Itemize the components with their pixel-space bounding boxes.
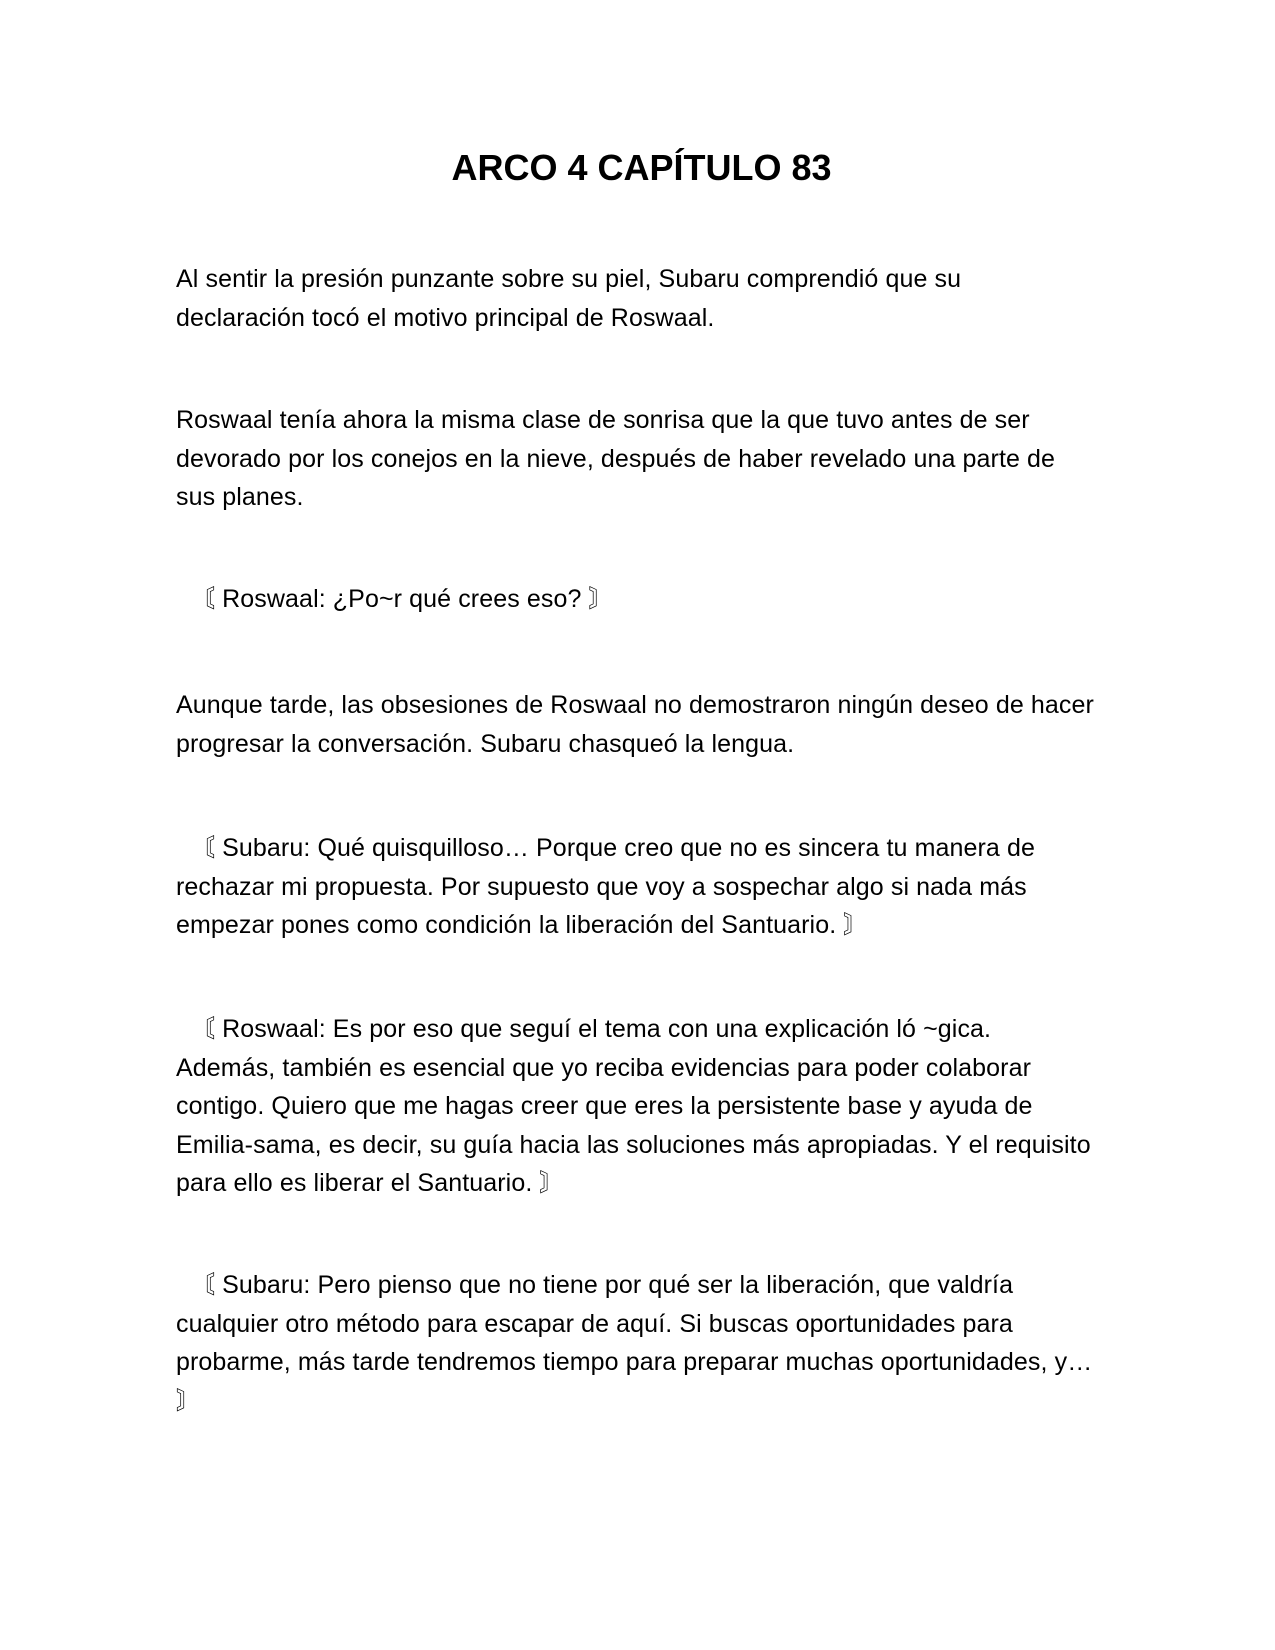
paragraph-narration-1: Al sentir la presión punzante sobre su piel, Subaru comprendió que su declaración tocó el motivo principal de Roswaal. [176,265,962,332]
paragraph-dialog-subaru-1: 〘 Subaru: Qué quisquilloso… Porque creo que no es sincera tu manera de rechazar mi propuesta. Por supuesto que voy a sospechar algo si nada más empezar pones como condición la liberación del Santuario. 〙 [176,834,1035,939]
paragraph-narration-2: Roswaal tenía ahora la misma clase de sonrisa que la que tuvo antes de ser devorado por los conejos en la nieve, después de haber revelado una parte de sus planes. [176,406,1056,511]
paragraph-narration-3: Aunque tarde, las obsesiones de Roswaal no demostraron ningún deseo de hacer progresar la conversación. Subaru chasqueó la lengua. [176,691,1094,758]
paragraph-dialog-subaru-2: 〘 Subaru: Pero pienso que no tiene por qué ser la liberación, que valdría cualquier otro método para escapar de aquí. Si buscas oportunidades para probarme, más tarde tendremos tiempo para preparar muchas oportunidades, y… 〙 [176,1271,1093,1415]
paragraph-dialog-roswaal-1: 〘 Roswaal: ¿Po~r qué crees eso? 〙 [190,585,614,613]
chapter-title: ARCO 4 CAPÍTULO 83 [451,147,832,188]
paragraph-dialog-roswaal-2: 〘 Roswaal: Es por eso que seguí el tema con una explicación ló ~gica. Además, también es esencial que yo reciba evidencias para poder colaborar contigo. Quiero que me hagas creer que eres la persistente base y ayuda de Emilia-sama, es decir, su guía hacia las soluciones más apropiadas. Y el requisito para ello es liberar el Santuario. 〙 [176,1015,1091,1197]
